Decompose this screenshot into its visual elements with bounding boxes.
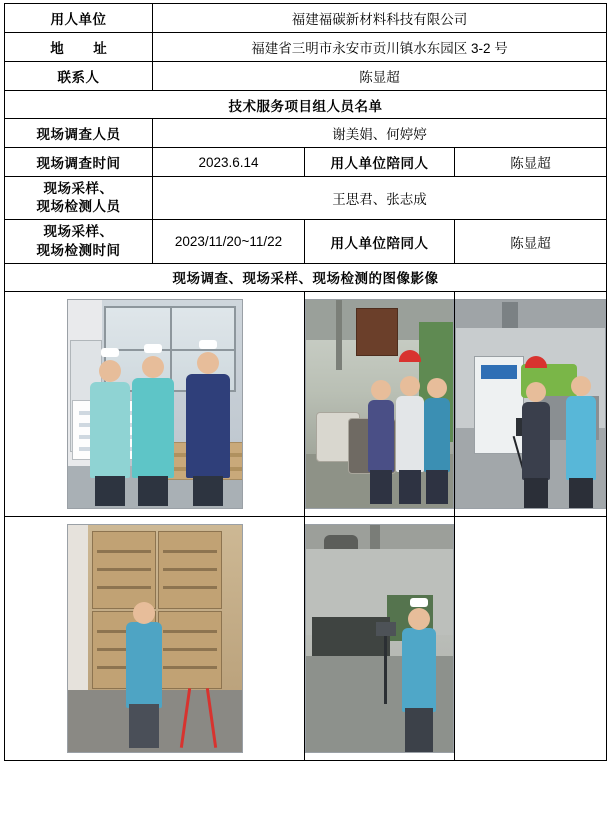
photo-cell-5 [305,516,455,760]
label-sampling-time-line2: 现场检测时间 [36,242,121,258]
label-sampling-staff [5,177,153,220]
label-sampling-staff-line2: 现场检测人员 [36,199,121,215]
label-sampling-time [5,220,153,263]
photo-sampling-outdoor-bags [305,299,454,509]
photo-workshop-instrument [455,299,606,509]
document-page [0,3,610,822]
table-row-section-title [5,91,607,119]
table-row-address [5,33,607,62]
value-address: 福建省三明市永安市贡川镇水东园区 3-2 号 [153,33,607,62]
information-form [4,3,607,761]
label-survey-accompany: 用人单位陪同人 [305,148,455,177]
table-row-images-title [5,263,607,291]
label-address: 地 址 [5,33,153,62]
label-sampling-time-line1: 现场采样、 [43,224,114,240]
photo-cell-4 [5,516,305,760]
table-row-photos-1 [5,291,607,516]
value-survey-time: 2023.6.14 [153,148,305,177]
section-title-team-list: 技术服务项目组人员名单 [5,91,607,119]
photo-cell-1 [5,291,305,516]
value-sampling-staff: 王思君、张志成 [153,177,607,220]
value-contact: 陈显超 [153,62,607,91]
label-employer: 用人单位 [5,4,153,33]
value-sampling-accompany: 陈显超 [455,220,607,263]
table-row-sampling-staff [5,177,607,220]
label-contact: 联系人 [5,62,153,91]
value-sampling-time: 2023/11/20~11/22 [153,220,305,263]
photo-site-survey-indoor [67,299,243,509]
value-survey-staff: 谢美娟、何婷婷 [153,119,607,148]
photo-cell-2 [305,291,455,516]
table-row-survey-time [5,148,607,177]
label-survey-time: 现场调查时间 [5,148,153,177]
section-title-images: 现场调查、现场采样、现场检测的图像影像 [5,263,607,291]
photo-cell-3 [455,291,607,516]
photo-factory-floor-sampling [305,524,454,753]
value-employer: 福建福碳新材料科技有限公司 [153,4,607,33]
label-sampling-accompany: 用人单位陪同人 [305,220,455,263]
table-row-sampling-time [5,220,607,263]
table-row-employer [5,4,607,33]
label-sampling-staff-line1: 现场采样、 [43,181,114,196]
table-row-survey-staff [5,119,607,148]
photo-cell-6-empty [455,516,607,760]
table-row-contact [5,62,607,91]
table-row-photos-2 [5,516,607,760]
photo-kiln-measurement [67,524,243,753]
value-survey-accompany: 陈显超 [455,148,607,177]
label-survey-staff: 现场调查人员 [5,119,153,148]
